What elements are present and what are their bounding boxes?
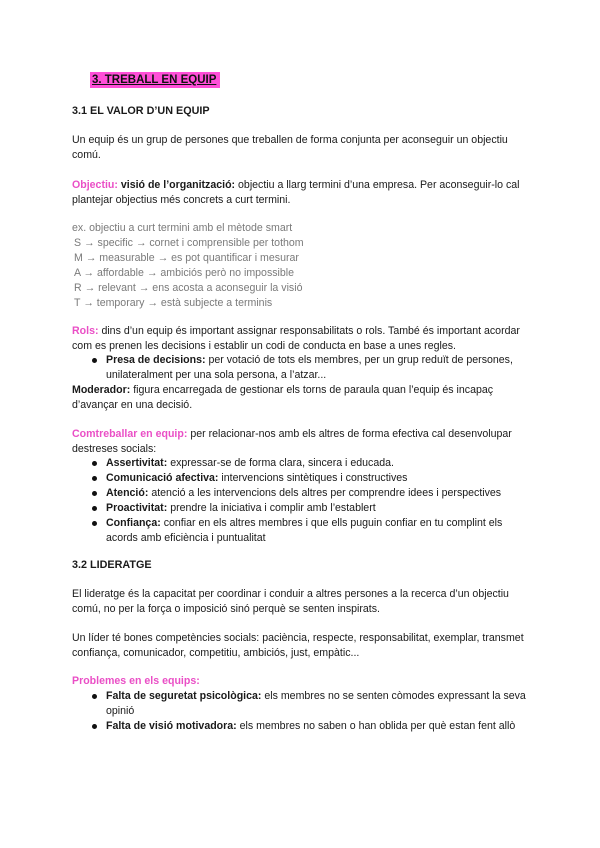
- list-item-confianca: [88, 516, 528, 546]
- smart-item-r: R → relevant → ens acosta a aconseguir la visió: [74, 282, 303, 294]
- skill-text: prendre la iniciativa i complir amb l’establert: [170, 502, 376, 514]
- skills-list: [88, 456, 528, 546]
- lideratge-paragraph-2: Un líder té bones competències socials: paciència, respecte, responsabilitat, exemplar, transmet confiança, comunicador, competitiu, ambiciós, just, empàtic...: [72, 632, 524, 659]
- problem-bold: Falta de seguretat psicològica:: [106, 690, 262, 702]
- problems-list: [88, 689, 528, 734]
- list-item-presa-decisions: [88, 353, 528, 383]
- smart-item-t: T → temporary → està subjecte a terminis: [74, 297, 273, 309]
- problem-bold: Falta de visió motivadora:: [106, 720, 237, 732]
- decisions-list: [88, 353, 528, 383]
- intro-paragraph: Un equip és un grup de persones que treballen de forma conjunta per aconseguir un objectiu comú.: [72, 134, 508, 161]
- skill-text: confiar en els altres membres i que ells puguin confiar en tu complint els acords amb eficiència i puntualitat: [106, 517, 503, 544]
- objectiu-bold: visió de l’organització:: [120, 179, 236, 191]
- skill-bold: Assertivitat:: [106, 457, 168, 469]
- objectiu-paragraph: [72, 178, 528, 208]
- section-3-2-title: 3.2 LIDERATGE: [72, 559, 152, 571]
- skill-text: atenció a les intervencions dels altres per comprendre idees i perspectives: [151, 487, 502, 499]
- comtreballar-paragraph: [72, 427, 528, 457]
- skill-text: intervencions sintètiques i constructives: [221, 472, 408, 484]
- rols-label: Rols:: [72, 325, 99, 337]
- list-item-assertivitat: [88, 456, 528, 471]
- skill-bold: Comunicació afectiva:: [106, 472, 219, 484]
- objectiu-text: objectiu a llarg termini d’una empresa. Per aconseguir-lo cal plantejar objectius més concrets a curt termini.: [72, 179, 520, 206]
- smart-intro: ex. objectiu a curt termini amb el mètode smart: [72, 222, 293, 234]
- list-item-comunicacio: [88, 471, 528, 486]
- smart-item-s: S → specific → cornet i comprensible per tothom: [74, 237, 304, 249]
- moderador-bold: Moderador:: [72, 384, 131, 396]
- smart-list: [72, 221, 528, 311]
- smart-item-a: A → affordable → ambiciós però no impossible: [74, 267, 295, 279]
- heading-treball-en-equip: 3. TREBALL EN EQUIP: [90, 72, 220, 88]
- list-item-atencio: [88, 486, 528, 501]
- problems-label: Problemes en els equips:: [72, 675, 200, 687]
- section-3-1-title: 3.1 EL VALOR D’UN EQUIP: [72, 105, 210, 117]
- problem-text: els membres no saben o han oblida per què estan fent allò: [239, 720, 516, 732]
- list-item-seguretat: [88, 689, 528, 719]
- skill-text: expressar-se de forma clara, sincera i educada.: [170, 457, 394, 469]
- skill-bold: Confiança:: [106, 517, 161, 529]
- moderador-paragraph: [72, 383, 528, 413]
- comtreballar-label: Comtreballar en equip:: [72, 428, 188, 440]
- lideratge-paragraph-1: El lideratge és la capacitat per coordinar i conduir a altres persones a la recerca d’un objectiu comú, no per la força o imposició sinó perquè se senten inspirats.: [72, 588, 509, 615]
- presa-bold: Presa de decisions:: [106, 354, 206, 366]
- moderador-text: figura encarregada de gestionar els torns de paraula quan l’equip és incapaç d’avançar en una decisió.: [72, 384, 494, 411]
- objectiu-label: Objectiu:: [72, 179, 118, 191]
- list-item-visio: [88, 719, 528, 734]
- skill-bold: Proactivitat:: [106, 502, 168, 514]
- rols-text: dins d’un equip és important assignar responsabilitats o rols. També és important acordar com es prenen les decisions i establir un codi de conducta en base a unes regles.: [72, 325, 520, 352]
- list-item-proactivitat: [88, 501, 528, 516]
- smart-item-m: M → measurable → es pot quantificar i mesurar: [74, 252, 299, 264]
- comtreballar-text: per relacionar-nos amb els altres de forma efectiva cal desenvolupar destreses socials:: [72, 428, 512, 455]
- presa-text: per votació de tots els membres, per un grup reduït de persones, unilateralment per una sola persona, a l’atzar...: [106, 354, 513, 381]
- problems-heading: [72, 674, 528, 689]
- rols-paragraph: [72, 324, 528, 354]
- problem-text: els membres no se senten còmodes expressant la seva opinió: [106, 690, 526, 717]
- skill-bold: Atenció:: [106, 487, 149, 499]
